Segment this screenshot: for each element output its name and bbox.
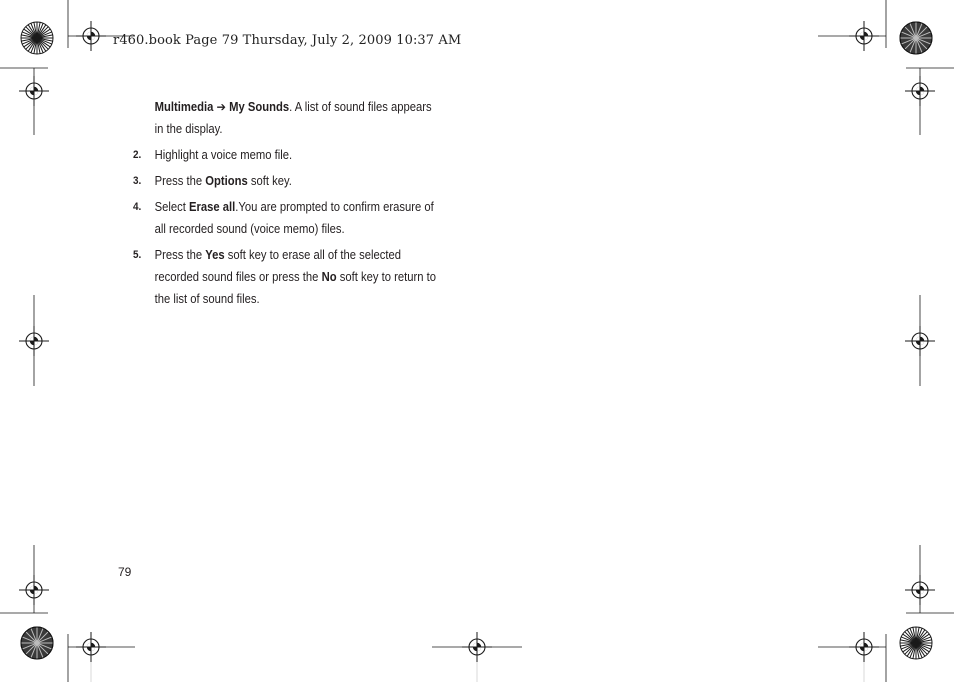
arrow-icon: ➔ [216, 100, 226, 114]
step-number: 5. [133, 249, 142, 261]
step-number: 2. [133, 149, 142, 161]
step-item [133, 170, 444, 192]
softkey-options: Options [205, 174, 248, 188]
step-item [133, 244, 444, 310]
step-number: 4. [133, 201, 142, 213]
step-number: 3. [133, 175, 142, 187]
step-text: soft key to erase all of the selected recorded sound files or press the [154, 248, 402, 284]
step-text: soft key. [247, 174, 292, 188]
step-text: Press the [154, 248, 206, 262]
intro-paragraph [133, 96, 444, 140]
step-text: Press the [154, 174, 206, 188]
softkey-yes: Yes [205, 248, 225, 262]
menu-path-multimedia: Multimedia [154, 100, 214, 114]
print-header: r460.book Page 79 Thursday, July 2, 2009 10:37 AM [113, 33, 462, 48]
instructions-body [133, 96, 444, 314]
intro-text: . A list of sound files appears in the display. [154, 100, 432, 136]
step-text: Select [154, 200, 189, 214]
softkey-no: No [321, 270, 337, 284]
menu-path-my-sounds: My Sounds [229, 100, 290, 114]
step-text: soft key to return to the list of sound files. [154, 270, 437, 306]
step-text: .You are prompted to confirm erasure of all recorded sound (voice memo) files. [154, 200, 434, 236]
step-text: Highlight a voice memo file. [154, 148, 293, 162]
page-number: 79 [118, 565, 132, 579]
menu-option-erase-all: Erase all [188, 200, 236, 214]
step-item [133, 196, 444, 240]
step-item [133, 144, 444, 166]
